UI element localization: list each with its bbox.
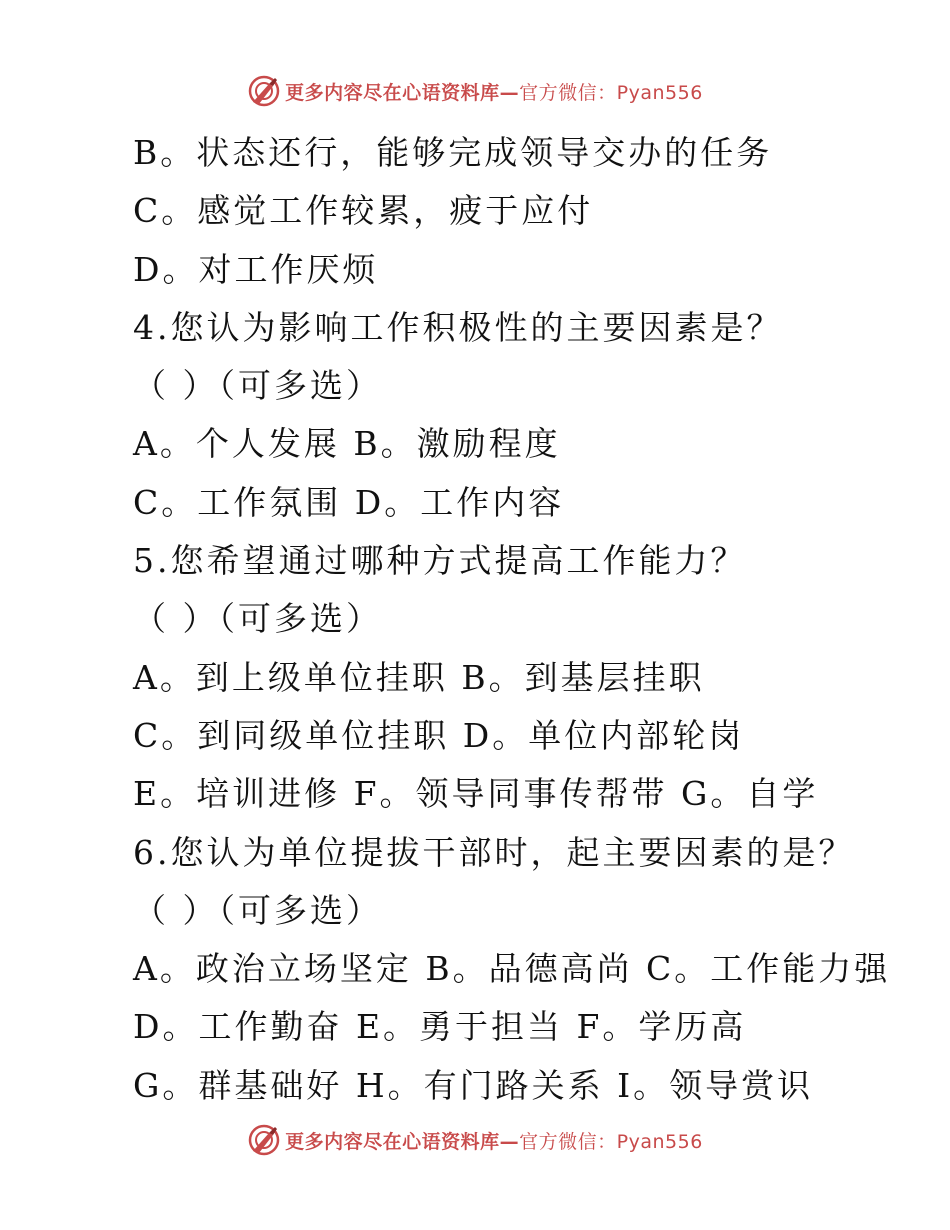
footer-banner (0, 1120, 950, 1160)
banner-text: 更多内容尽在心语资料库—官方微信：Pyan556 (285, 81, 703, 104)
text-line: G。群基础好 H。有门路关系 I。领导赏识 (133, 1065, 814, 1105)
text-line: （ ）（可多选） (133, 890, 382, 930)
text-line: （ ）（可多选） (133, 599, 382, 639)
text-line: （ ）（可多选） (133, 366, 382, 406)
text-line: D。对工作厌烦 (133, 249, 379, 289)
text-line: B。状态还行，能够完成领导交办的任务 (133, 133, 773, 172)
question-line: 5.您希望通过哪种方式提高工作能力？ (133, 541, 747, 581)
question-line: 6.您认为单位提拔干部时，起主要因素的是？ (133, 832, 855, 872)
text-line: C。到同级单位挂职 D。单位内部轮岗 (133, 715, 745, 755)
document-body (133, 124, 923, 1115)
logo-icon (247, 74, 281, 108)
question-line: 4.您认为影响工作积极性的主要因素是？ (133, 307, 783, 347)
header-banner (0, 71, 950, 111)
banner-text: 更多内容尽在心语资料库—官方微信：Pyan556 (285, 1130, 703, 1153)
logo-icon (247, 1123, 281, 1157)
text-line: D。工作勤奋 E。勇于担当 F。学历高 (133, 1007, 747, 1047)
text-line: A。个人发展 B。激励程度 (133, 424, 561, 464)
text-line: E。培训进修 F。领导同事传帮带 G。自学 (133, 774, 819, 814)
text-line: C。工作氛围 D。工作内容 (133, 482, 565, 522)
text-line: A。到上级单位挂职 B。到基层挂职 (133, 657, 705, 697)
text-line: C。感觉工作较累，疲于应付 (133, 191, 594, 231)
text-line: A。政治立场坚定 B。品德高尚 C。工作能力强 (133, 949, 891, 989)
